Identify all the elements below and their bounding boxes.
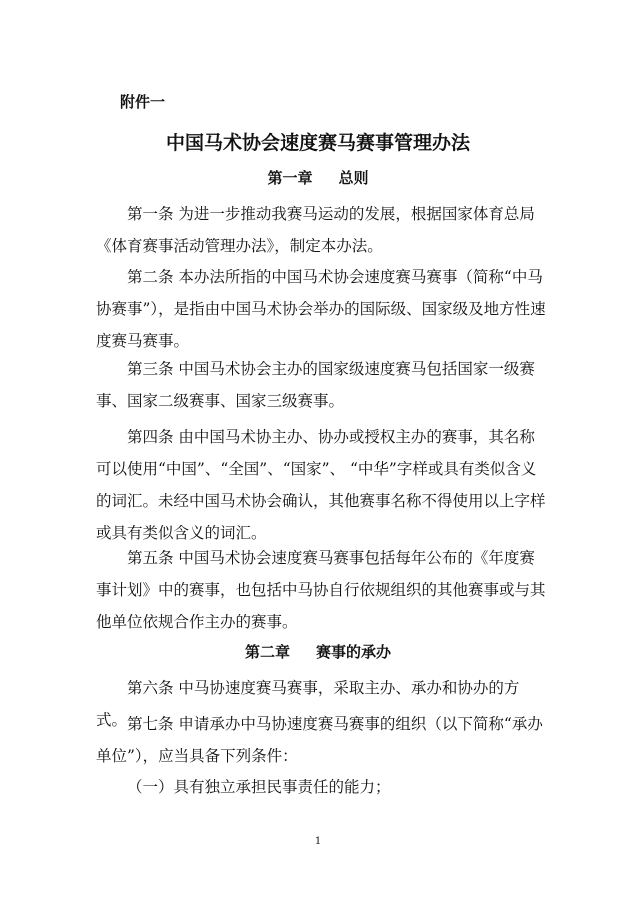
chapter-number: 第一章 bbox=[267, 169, 313, 187]
chapter-number: 第二章 bbox=[244, 643, 290, 661]
article-1: 第一条 为进一步推动我赛马运动的发展，根据国家体育总局《体育赛事活动管理办法》，制定本办法。 bbox=[96, 205, 535, 255]
article-7: 第七条 申请承办中马协速度赛马赛事的组织（以下简称“承办单位”），应当具备下列条件： bbox=[96, 715, 543, 765]
article-5: 第五条 中国马术协会速度赛马赛事包括每年公布的《年度赛事计划》中的赛事，也包括中马协自行依规组织的其他赛事或与其他单位依规合作主办的赛事。 bbox=[96, 549, 546, 631]
attachment-label: 附件一 bbox=[120, 93, 166, 111]
chapter-heading-1 bbox=[0, 167, 636, 188]
article-4: 第四条 由中国马术协主办、协办或授权主办的赛事，其名称可以使用“中国”、“全国”、“国家”、 “中华”字样或具有类似含义的词汇。未经中国马术协会确认，其他赛事名称不得使用以上字样或具有类似含义的词汇。 bbox=[96, 428, 546, 542]
article-3: 第三条 中国马术协会主办的国家级速度赛马包括国家一级赛事、国家二级赛事、国家三级赛事。 bbox=[96, 360, 535, 410]
article-7-item-1: （一）具有独立承担民事责任的能力； bbox=[127, 778, 391, 796]
article-2: 第二条 本办法所指的中国马术协会速度赛马赛事（简称“中马协赛事”），是指由中国马术协会举办的国际级、国家级及地方性速度赛马赛事。 bbox=[96, 268, 546, 350]
chapter-heading-2 bbox=[0, 641, 636, 662]
page-number: 1 bbox=[314, 836, 322, 847]
document-title: 中国马术协会速度赛马赛事管理办法 bbox=[165, 132, 470, 154]
chapter-name: 总则 bbox=[338, 169, 369, 187]
chapter-name: 赛事的承办 bbox=[316, 643, 392, 661]
article-6: 第六条 中马协速度赛马赛事，采取主办、承办和协办的方式。 bbox=[96, 679, 520, 729]
